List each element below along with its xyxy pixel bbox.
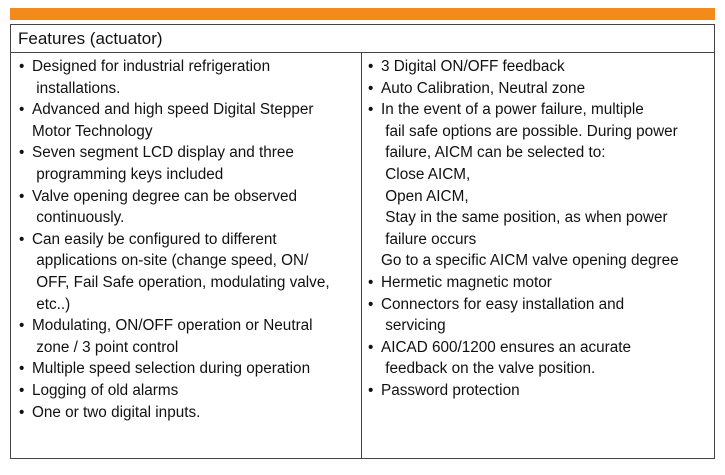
feature-item — [19, 315, 359, 358]
feature-item — [19, 358, 359, 380]
feature-text: One or two digital inputs. — [32, 403, 201, 421]
feature-text: Logging of old alarms — [32, 381, 179, 399]
feature-item — [368, 56, 712, 78]
bullet-icon: • — [19, 403, 25, 421]
feature-text: Auto Calibration, Neutral zone — [381, 79, 586, 97]
bullet-icon: • — [368, 273, 374, 291]
bullet-icon: • — [368, 381, 374, 399]
feature-text: Multiple speed selection during operation — [32, 360, 311, 378]
feature-text: Modulating, ON/OFF operation or Neutral zone / 3 point control — [32, 317, 313, 356]
feature-item — [19, 142, 359, 185]
feature-text: Connectors for easy installation and servicing — [381, 295, 625, 335]
feature-item — [19, 99, 359, 142]
bullet-icon: • — [19, 230, 25, 248]
features-table — [10, 24, 715, 459]
feature-item — [368, 337, 712, 380]
header-accent-bar — [10, 8, 715, 20]
bullet-icon: • — [368, 79, 374, 97]
feature-text: Password protection — [381, 381, 520, 399]
bullet-icon: • — [19, 101, 25, 119]
feature-item — [368, 78, 712, 100]
feature-item — [368, 272, 712, 294]
feature-text: Designed for industrial refrigeration installations. — [32, 58, 271, 97]
feature-text: Advanced and high speed Digital Stepper Motor Technology — [32, 101, 314, 140]
feature-text: Hermetic magnetic motor — [381, 273, 552, 291]
feature-item — [19, 56, 359, 99]
bullet-icon: • — [19, 58, 25, 75]
feature-item — [19, 402, 359, 424]
bullet-icon: • — [368, 101, 374, 119]
feature-item — [19, 186, 359, 229]
feature-text: AICAD 600/1200 ensures an acurate feedback on the valve position. — [381, 338, 632, 378]
right-feature-list — [368, 56, 712, 402]
feature-text: Seven segment LCD display and three programming keys included — [32, 144, 294, 183]
feature-item — [19, 229, 359, 315]
bullet-icon: • — [19, 144, 25, 162]
left-feature-list — [19, 56, 359, 423]
bullet-icon: • — [19, 381, 25, 399]
feature-text: Valve opening degree can be observed continuously. — [32, 187, 298, 227]
feature-item — [19, 380, 359, 402]
feature-item — [368, 380, 712, 402]
bullet-icon: • — [19, 187, 25, 205]
bullet-icon: • — [19, 360, 25, 378]
feature-text: 3 Digital ON/OFF feedback — [381, 58, 565, 75]
bullet-icon: • — [19, 317, 25, 335]
bullet-icon: • — [368, 58, 374, 75]
bullet-icon: • — [368, 338, 374, 356]
feature-text: Can easily be configured to different applications on-site (change speed, ON/ OFF, Fail Safe operation, modulating valve, etc..) — [32, 230, 330, 313]
bullet-icon: • — [368, 295, 374, 313]
table-title: Features (actuator) — [11, 25, 714, 53]
feature-item — [368, 99, 712, 272]
feature-text: In the event of a power failure, multiple fail safe options are possible. During power failure, AICM can be selected to: Close AICM, Open AICM, Stay in the same position, as when power failure occurs Go to a specific AICM valve opening degree — [381, 101, 679, 270]
column-divider — [361, 53, 362, 458]
feature-item — [368, 294, 712, 337]
